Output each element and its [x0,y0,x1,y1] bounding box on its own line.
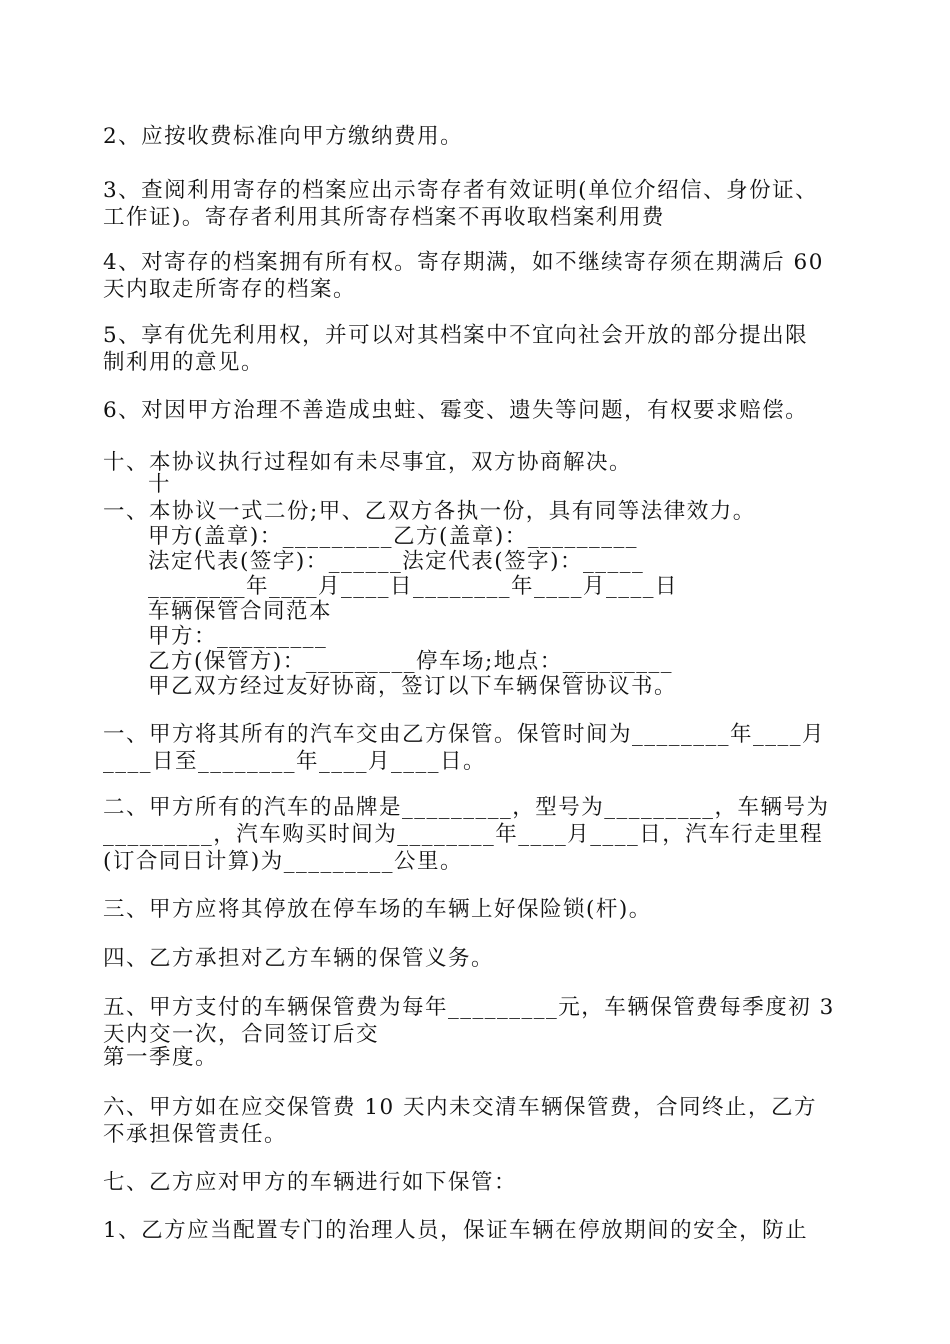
text-line: 十、本协议执行过程如有未尽事宜，双方协商解决。 [103,450,633,475]
text-line: 1、乙方应当配置专门的治理人员，保证车辆在停放期间的安全，防止 [103,1218,809,1243]
text-line: 天内交一次，合同签订后交 [103,1022,380,1047]
text-line: 三、甲方应将其停放在停车场的车辆上好保险锁(杆)。 [103,897,652,922]
text-line: 4、对寄存的档案拥有所有权。寄存期满，如不继续寄存须在期满后 60 [103,250,824,275]
text-line: 一、本协议一式二份;甲、乙双方各执一份，具有同等法律效力。 [103,499,756,524]
text-line: 六、甲方如在应交保管费 10 天内未交清车辆保管费，合同终止，乙方 [103,1095,818,1120]
text-line: 不承担保管责任。 [103,1122,288,1147]
text-line: 乙方(保管方)：_________停车场;地点：_________ [148,649,674,674]
text-line: _________，汽车购买时间为________年____月____日，汽车行走里程 [103,822,824,847]
text-line: 工作证)。寄存者利用其所寄存档案不再收取档案利用费 [103,205,665,230]
text-line: 甲方(盖章)：_________乙方(盖章)：_________ [148,524,639,549]
text-line: 第一季度。 [103,1045,219,1070]
text-line: 七、乙方应对甲方的车辆进行如下保管： [103,1170,518,1195]
text-line: (订合同日计算)为_________公里。 [103,849,464,874]
text-line: 2、应按收费标准向甲方缴纳费用。 [103,124,464,149]
text-line: 一、甲方将其所有的汽车交由乙方保管。保管时间为________年____月 [103,722,826,747]
text-line: 二、甲方所有的汽车的品牌是_________，型号为_________，车辆号为 [103,795,830,820]
text-line: 十 [148,472,172,497]
text-line: 天内取走所寄存的档案。 [103,277,357,302]
text-line: 五、甲方支付的车辆保管费为每年_________元，车辆保管费每季度初 3 [103,995,835,1020]
text-line: 6、对因甲方治理不善造成虫蛀、霉变、遗失等问题，有权要求赔偿。 [103,398,809,423]
text-line: 车辆保管合同范本 [148,599,333,624]
text-line: 制利用的意见。 [103,350,265,375]
text-line: 甲乙双方经过友好协商，签订以下车辆保管协议书。 [148,674,678,699]
text-line: 3、查阅利用寄存的档案应出示寄存者有效证明(单位介绍信、身份证、 [103,178,819,203]
text-line: 法定代表(签字)：______法定代表(签字)：_____ [148,549,645,574]
text-line: 四、乙方承担对乙方车辆的保管义务。 [103,946,495,971]
text-line: 5、享有优先利用权，并可以对其档案中不宜向社会开放的部分提出限 [103,323,809,348]
text-line: ________年____月____日________年____月____日 [148,574,679,599]
text-line: ____日至________年____月____日。 [103,749,487,774]
text-line: 甲方：_________ [148,624,328,649]
